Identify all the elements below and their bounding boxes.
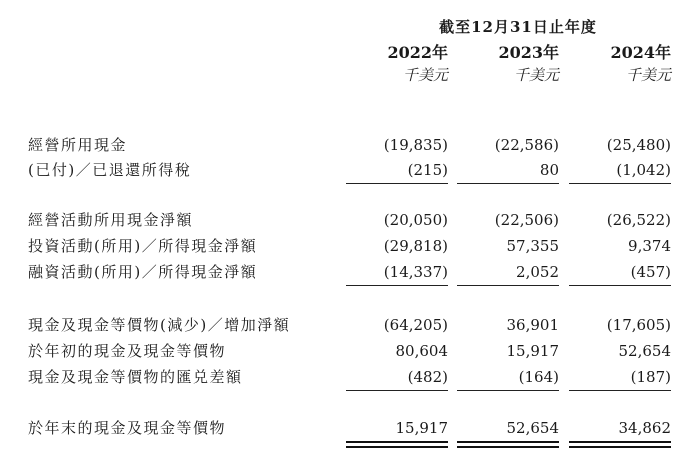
cell-2024: 9,374 [628, 237, 671, 255]
row-label: 融資活動(所用)／所得現金淨額 [28, 263, 258, 281]
row-label: 投資活動(所用)／所得現金淨額 [28, 237, 258, 255]
table-row [0, 313, 700, 337]
cell-2023: 36,901 [506, 316, 559, 334]
cell-2022: (215) [407, 161, 448, 179]
year-header-2023: 2023年 [498, 43, 559, 62]
cell-2023: (164) [518, 368, 559, 386]
cell-2023: 2,052 [516, 263, 559, 281]
row-label: 於年初的現金及現金等價物 [28, 342, 227, 360]
cell-2023: 57,355 [506, 237, 559, 255]
subtotal-rule [457, 390, 559, 391]
year-header-2024: 2024年 [610, 43, 671, 62]
subtotal-rule [569, 183, 671, 184]
subtotal-rule [457, 183, 559, 184]
cell-2023: 15,917 [506, 342, 559, 360]
cell-2022: (29,818) [383, 237, 448, 255]
cell-2024: (17,605) [606, 316, 671, 334]
table-row [0, 208, 700, 232]
row-label: 現金及現金等價物(減少)／增加淨額 [28, 316, 291, 334]
cell-2022: 15,917 [395, 419, 448, 437]
period-header: 截至12月31日止年度 [439, 18, 597, 36]
cell-2024: (25,480) [606, 136, 671, 154]
cell-2024: (457) [630, 263, 671, 281]
cell-2022: (20,050) [383, 211, 448, 229]
cell-2023: (22,586) [494, 136, 559, 154]
table-row [0, 260, 700, 284]
table-row [0, 339, 700, 363]
cell-2024: (1,042) [616, 161, 671, 179]
unit-header-2024: 千美元 [625, 66, 671, 84]
cell-2023: 80 [539, 161, 559, 179]
cell-2022: (19,835) [383, 136, 448, 154]
table-row-total [0, 416, 700, 440]
cell-2024: 34,862 [618, 419, 671, 437]
row-label: 現金及現金等價物的匯兑差額 [28, 368, 243, 386]
cell-2024: (26,522) [606, 211, 671, 229]
row-label: (已付)／已退還所得稅 [28, 161, 192, 179]
unit-header-2022: 千美元 [402, 66, 448, 84]
subtotal-rule [457, 285, 559, 286]
cell-2023: (22,506) [494, 211, 559, 229]
table-row [0, 365, 700, 389]
cell-2024: (187) [630, 368, 671, 386]
subtotal-rule [569, 285, 671, 286]
row-label: 經營活動所用現金淨額 [28, 211, 194, 229]
total-double-rule [346, 441, 448, 448]
subtotal-rule [569, 390, 671, 391]
table-row [0, 234, 700, 258]
cell-2022: (14,337) [383, 263, 448, 281]
row-label: 經營所用現金 [28, 136, 128, 154]
total-double-rule [569, 441, 671, 448]
cell-2023: 52,654 [506, 419, 559, 437]
table-row [0, 133, 700, 157]
subtotal-rule [346, 183, 448, 184]
subtotal-rule [346, 390, 448, 391]
cell-2022: 80,604 [395, 342, 448, 360]
subtotal-rule [346, 285, 448, 286]
unit-header-2023: 千美元 [513, 66, 559, 84]
cell-2022: (64,205) [383, 316, 448, 334]
row-label: 於年末的現金及現金等價物 [28, 419, 227, 437]
year-header-2022: 2022年 [387, 43, 448, 62]
total-double-rule [457, 441, 559, 448]
cell-2024: 52,654 [618, 342, 671, 360]
table-row [0, 158, 700, 182]
cell-2022: (482) [407, 368, 448, 386]
